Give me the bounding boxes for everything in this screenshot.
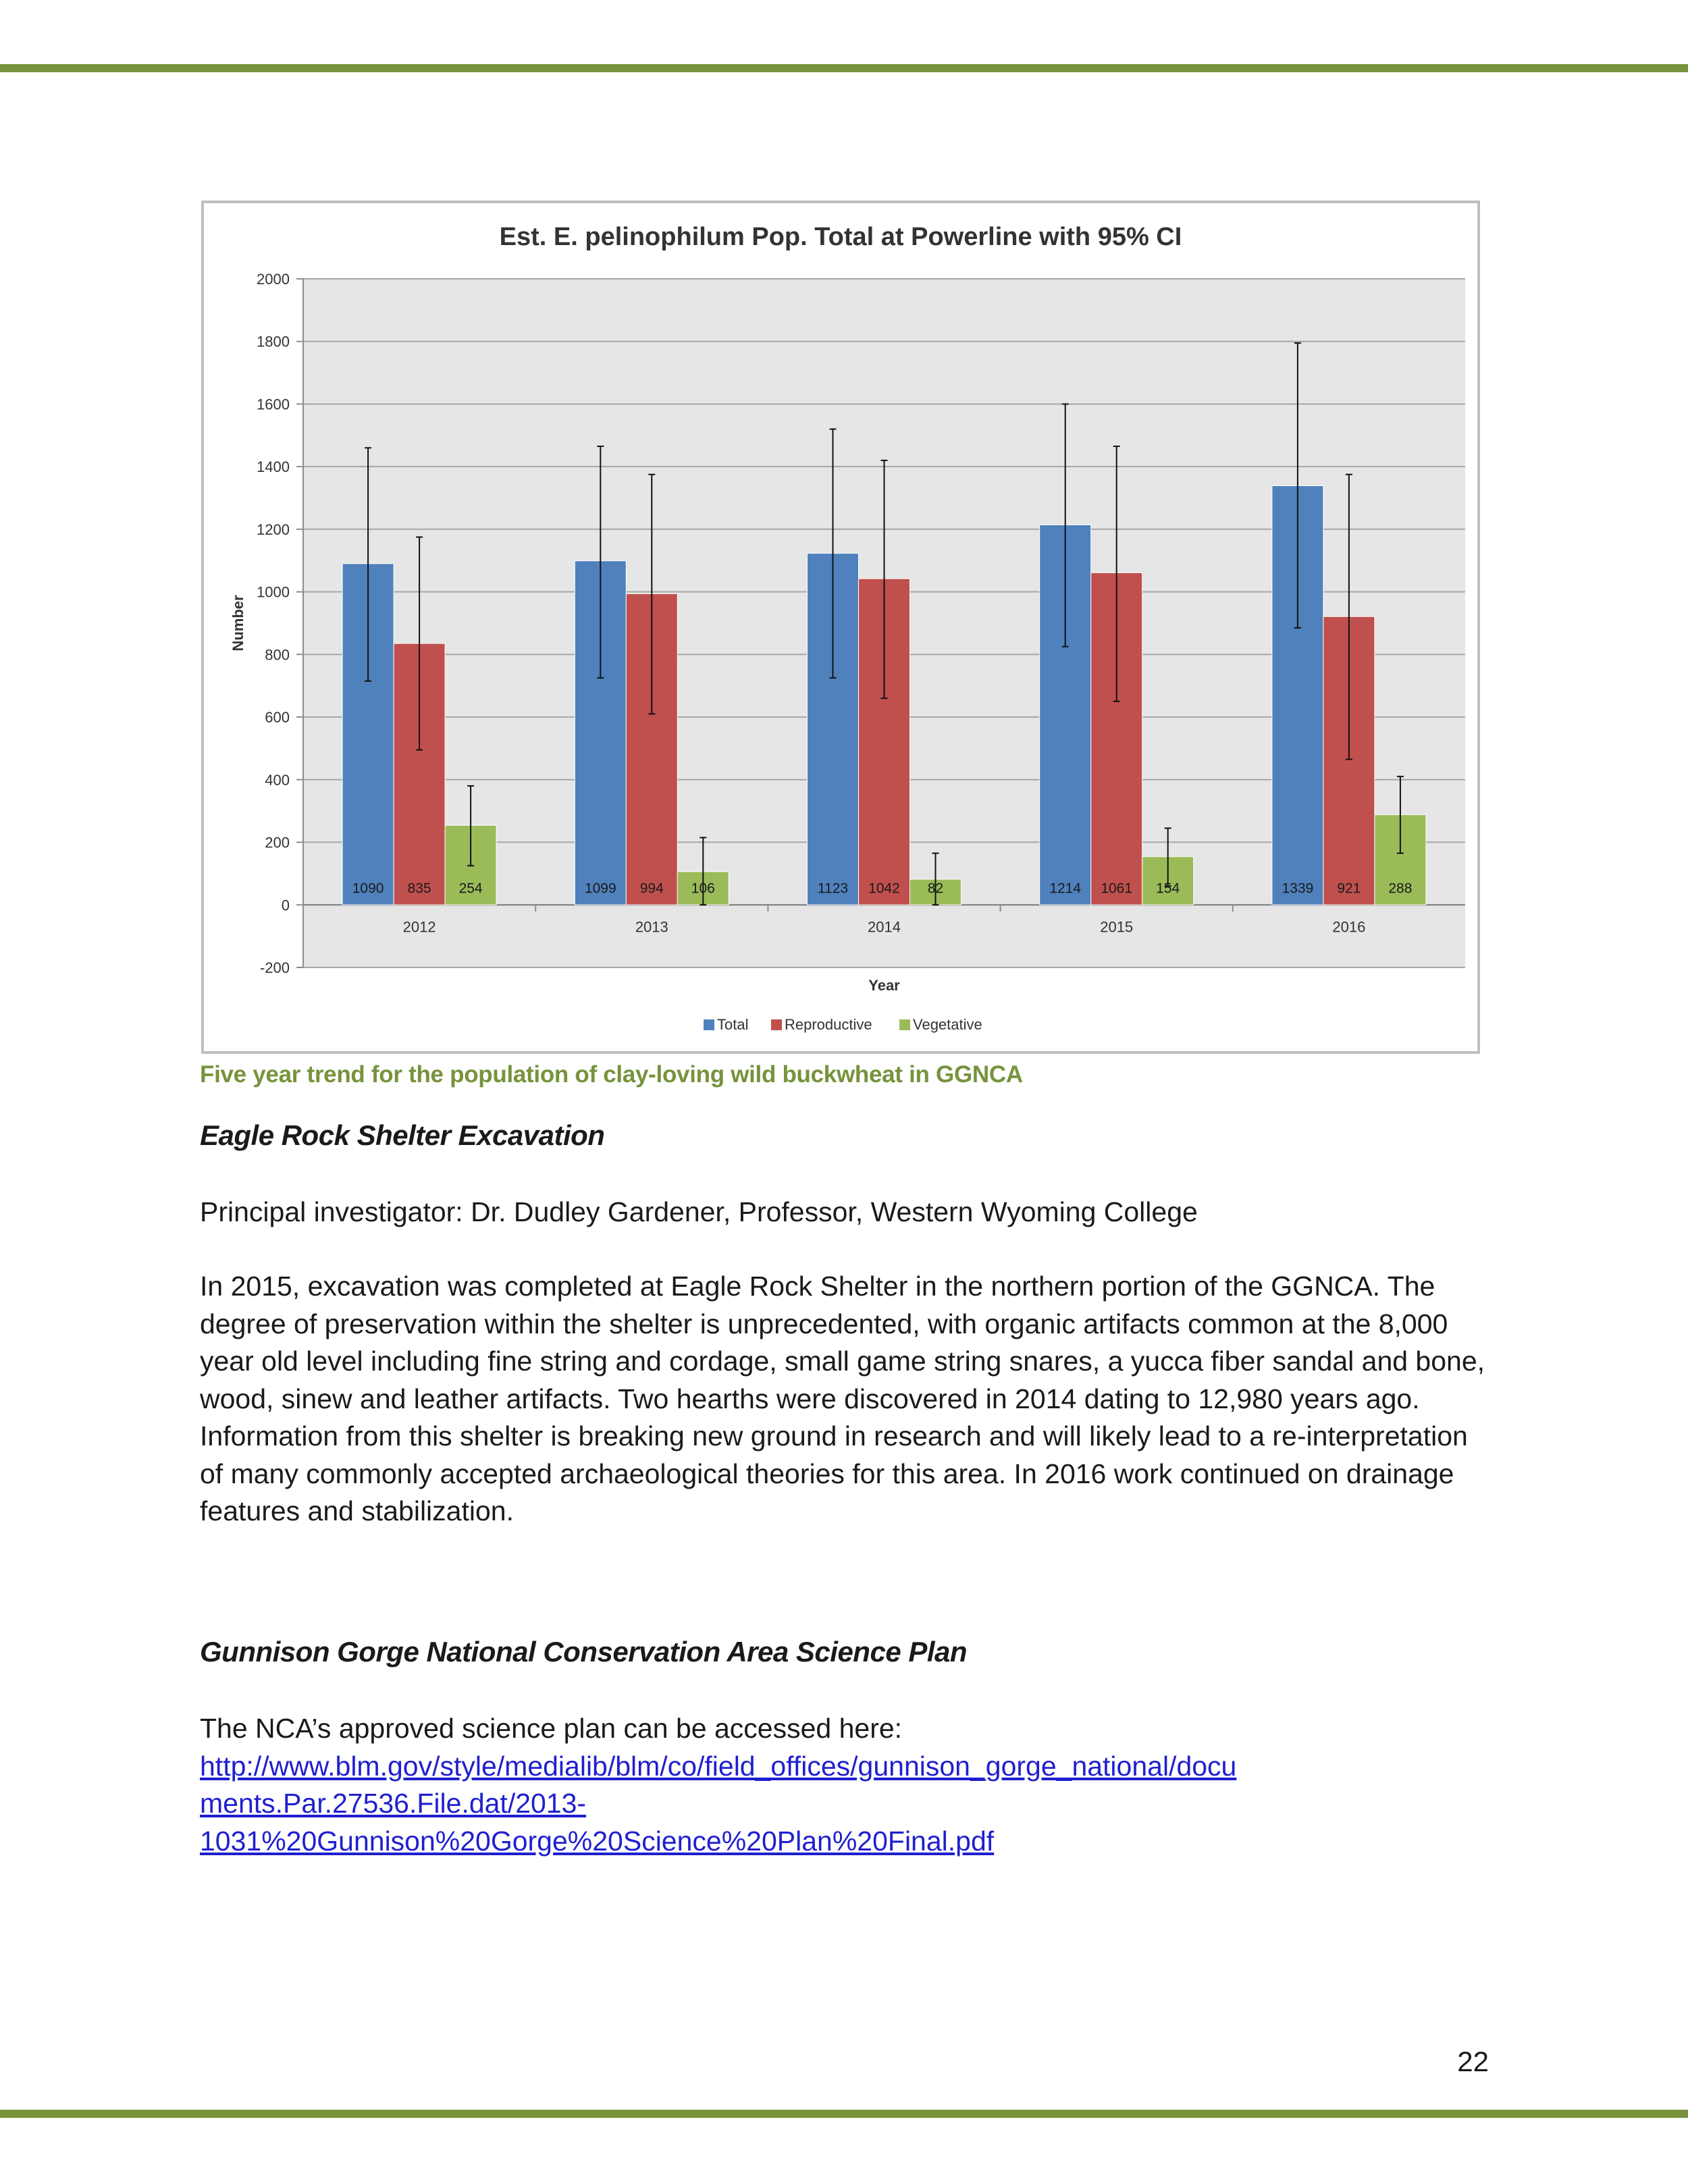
section-heading-science-plan: Gunnison Gorge National Conservation Area Science Plan — [200, 1636, 968, 1668]
legend-swatch-total — [704, 1019, 714, 1030]
science-plan-link-line3[interactable]: 1031%20Gunnison%20Gorge%20Science%20Plan%20Final.pdf — [200, 1825, 995, 1857]
x-tick-label: 2014 — [868, 918, 901, 936]
data-label: 994 — [639, 880, 664, 897]
data-label: 154 — [1156, 880, 1180, 897]
y-tick-label: 1800 — [257, 333, 290, 350]
y-axis-title: Number — [230, 595, 246, 651]
data-label: 288 — [1388, 880, 1413, 897]
x-axis-title: Year — [868, 977, 900, 994]
y-tick-label: -200 — [259, 959, 290, 976]
chart-caption: Five year trend for the population of clay-loving wild buckwheat in GGNCA — [200, 1061, 1023, 1088]
data-label: 1042 — [868, 880, 900, 897]
data-label: 82 — [927, 880, 944, 897]
science-plan-link-line1[interactable]: http://www.blm.gov/style/medialib/blm/co/field_offices/gunnison_gorge_national/docu — [200, 1750, 1237, 1782]
science-plan-intro: The NCA’s approved science plan can be accessed here: — [200, 1713, 903, 1744]
y-tick-label: 400 — [265, 771, 290, 789]
y-tick-label: 2000 — [257, 271, 290, 288]
y-tick-label: 1000 — [257, 583, 290, 601]
x-tick-label: 2012 — [402, 918, 436, 936]
chart-title: Est. E. pelinophilum Pop. Total at Powerline with 95% CI — [499, 223, 1182, 251]
data-label: 1099 — [584, 880, 616, 897]
legend-swatch-vegetative — [899, 1019, 910, 1030]
data-label: 1061 — [1101, 880, 1133, 897]
population-chart — [201, 201, 1480, 1054]
legend-label-total: Total — [717, 1016, 749, 1033]
page-number: 22 — [1457, 2046, 1489, 2077]
top-rule — [0, 64, 1688, 72]
data-label: 1123 — [817, 880, 849, 897]
data-label: 921 — [1337, 880, 1361, 897]
data-label: 254 — [458, 880, 483, 897]
chart-canvas — [204, 203, 1477, 1051]
section-heading-eagle-rock: Eagle Rock Shelter Excavation — [200, 1119, 605, 1151]
data-label: 1339 — [1282, 880, 1314, 897]
data-label: 106 — [691, 880, 715, 897]
legend-label-vegetative: Vegetative — [913, 1016, 982, 1033]
legend-swatch-reproductive — [771, 1019, 782, 1030]
eagle-rock-paragraph: In 2015, excavation was completed at Eagle Rock Shelter in the northern portion of the GGNCA. The degree of preservation within the shelter is unprecedented, with organic artifacts common at the 8,000 year old level including fine string and cordage, small game string snares, a yucca fiber sandal and bone, wood, sinew and leather artifacts. Two hearths were discovered in 2014 dating to 12,980 years ago. Information from this shelter is breaking new ground in research and will likely lead to a re-interpretation of many commonly accepted archaeological theories for this area. In 2016 work continued on drainage features and stabilization. — [200, 1271, 1485, 1526]
data-label: 835 — [407, 880, 431, 897]
x-tick-label: 2016 — [1332, 918, 1366, 936]
bottom-rule — [0, 2110, 1688, 2118]
data-label: 1214 — [1049, 880, 1082, 897]
y-tick-label: 1400 — [257, 458, 290, 476]
data-label: 1090 — [352, 880, 384, 897]
y-tick-label: 1600 — [257, 396, 290, 413]
science-plan-paragraph — [200, 1710, 1496, 1860]
legend-label-reproductive: Reproductive — [785, 1016, 872, 1033]
science-plan-link-line2[interactable]: ments.Par.27536.File.dat/2013- — [200, 1788, 587, 1819]
principal-investigator: Principal investigator: Dr. Dudley Gardener, Professor, Western Wyoming College — [200, 1196, 1198, 1227]
y-tick-label: 800 — [265, 646, 290, 664]
y-tick-label: 200 — [265, 834, 290, 851]
y-tick-label: 600 — [265, 709, 290, 726]
y-tick-label: 0 — [281, 897, 290, 914]
y-tick-label: 1200 — [257, 521, 290, 538]
x-tick-label: 2013 — [635, 918, 668, 936]
x-tick-label: 2015 — [1100, 918, 1134, 936]
